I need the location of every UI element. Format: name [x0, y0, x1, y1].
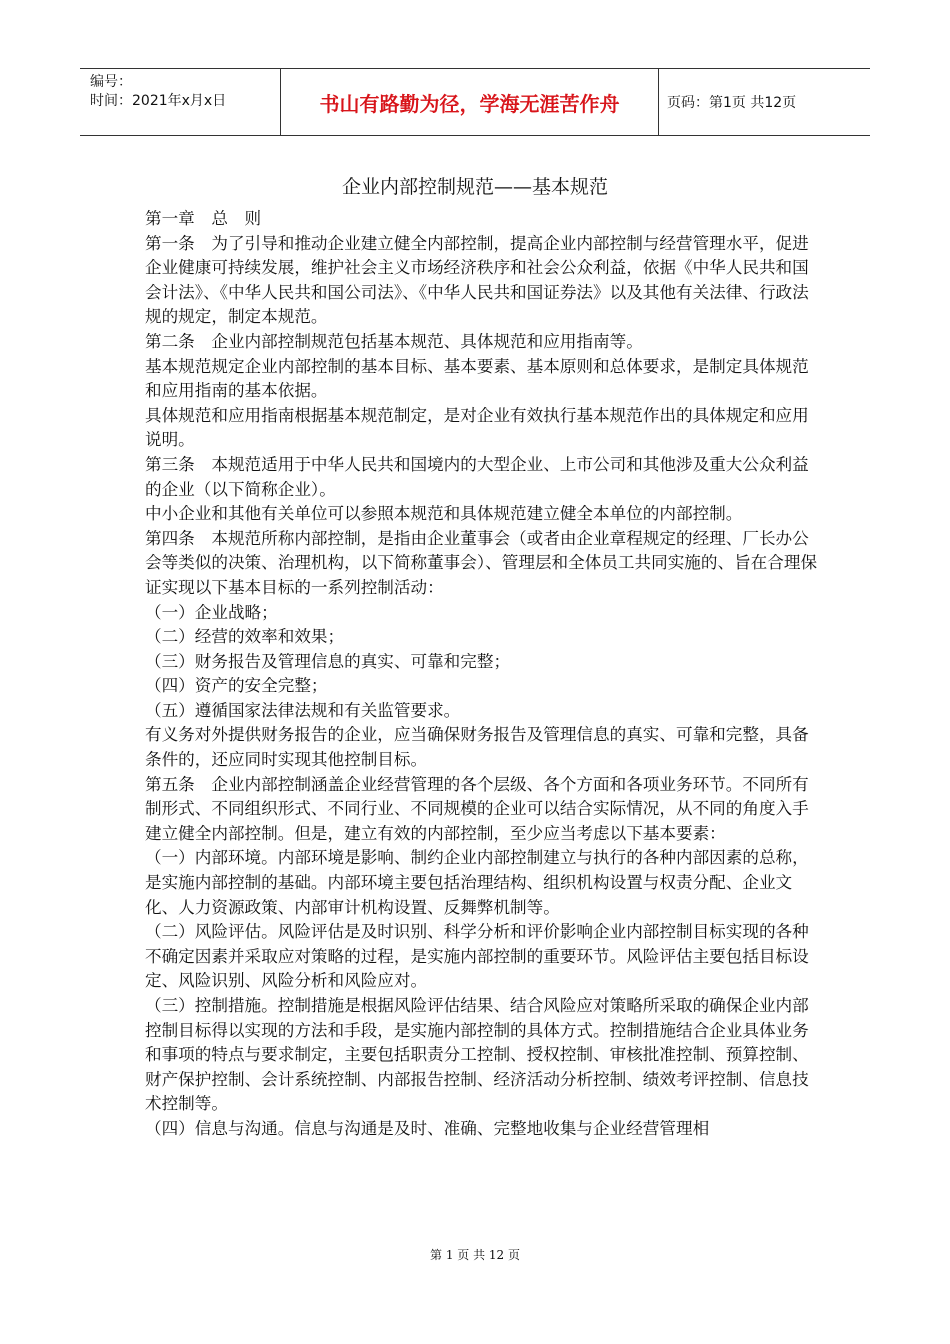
paragraph: 第四条 本规范所称内部控制，是指由企业董事会（或者由企业章程规定的经理、厂长办公会等类似的决策、治理机构，以下简称董事会）、管理层和全体员工共同实施的、旨在合理保证实现以下基本目标的一系列控制活动： — [145, 528, 818, 597]
paragraph: （三）财务报告及管理信息的真实、可靠和完整； — [145, 651, 511, 671]
header-meta — [80, 69, 280, 135]
paragraph: 基本规范规定企业内部控制的基本目标、基本要素、基本原则和总体要求，是制定具体规范和应用指南的基本依据。 — [145, 356, 809, 401]
paragraph: （二）经营的效率和效果； — [145, 627, 345, 647]
paragraph: 具体规范和应用指南根据基本规范制定，是对企业有效执行基本规范作出的具体规定和应用说明。 — [145, 405, 809, 450]
paragraph: 第一章 总 则 — [145, 209, 262, 228]
document-body — [145, 207, 825, 1142]
paragraph: 有义务对外提供财务报告的企业，应当确保财务报告及管理信息的真实、可靠和完整，具备条件的，还应同时实现其他控制目标。 — [145, 725, 809, 770]
paragraph: 第一条 为了引导和推动企业建立健全内部控制，提高企业内部控制与经营管理水平，促进企业健康可持续发展，维护社会主义市场经济秩序和社会公众利益，依据《中华人民共和国会计法》、《中华人民共和国公司法》、《中华人民共和国证券法》以及其他有关法律、行政法规的规定，制定本规范。 — [145, 233, 809, 327]
paragraph: （一）企业战略； — [145, 602, 278, 622]
page-footer: 第 1 页 共 12 页 — [430, 1248, 520, 1262]
document-number-label: 编号： — [90, 74, 132, 90]
header-motto: 书山有路勤为径，学海无涯苦作舟 — [280, 69, 659, 135]
document-title: 企业内部控制规范——基本规范 — [341, 176, 608, 198]
paragraph: （五）遵循国家法律法规和有关监管要求。 — [145, 700, 461, 720]
document-date-label: 时间：2021年x月x日 — [90, 93, 227, 109]
paragraph: （四）信息与沟通。信息与沟通是及时、准确、完整地收集与企业经营管理相 — [145, 1118, 710, 1138]
page-header — [80, 68, 870, 136]
paragraph: 第三条 本规范适用于中华人民共和国境内的大型企业、上市公司和其他涉及重大公众利益的企业（以下简称企业）。 — [145, 454, 809, 499]
paragraph: 第二条 企业内部控制规范包括基本规范、具体规范和应用指南等。 — [145, 331, 643, 351]
paragraph: （三）控制措施。控制措施是根据风险评估结果、结合风险应对策略所采取的确保企业内部控制目标得以实现的方法和手段，是实施内部控制的具体方式。控制措施结合企业具体业务和事项的特点与要求制定，主要包括职责分工控制、授权控制、审核批准控制、预算控制、财产保护控制、会计系统控制、内部报告控制、经济活动分析控制、绩效考评控制、信息技术控制等。 — [145, 996, 809, 1114]
header-page-info: 页码：第1页 共12页 — [667, 95, 797, 111]
paragraph: 第五条 企业内部控制涵盖企业经营管理的各个层级、各个方面和各项业务环节。不同所有制形式、不同组织形式、不同行业、不同规模的企业可以结合实际情况，从不同的角度入手建立健全内部控制。但是，建立有效的内部控制，至少应当考虑以下基本要素： — [145, 774, 809, 843]
paragraph: （一）内部环境。内部环境是影响、制约企业内部控制建立与执行的各种内部因素的总称，是实施内部控制的基础。内部环境主要包括治理结构、组织机构设置与权责分配、企业文化、人力资源政策、内部审计机构设置、反舞弊机制等。 — [145, 848, 809, 917]
paragraph: （二）风险评估。风险评估是及时识别、科学分析和评价影响企业内部控制目标实现的各种不确定因素并采取应对策略的过程，是实施内部控制的重要环节。风险评估主要包括目标设定、风险识别、风险分析和风险应对。 — [145, 922, 809, 991]
paragraph: 中小企业和其他有关单位可以参照本规范和具体规范建立健全本单位的内部控制。 — [145, 504, 743, 524]
paragraph: （四）资产的安全完整； — [145, 676, 328, 696]
